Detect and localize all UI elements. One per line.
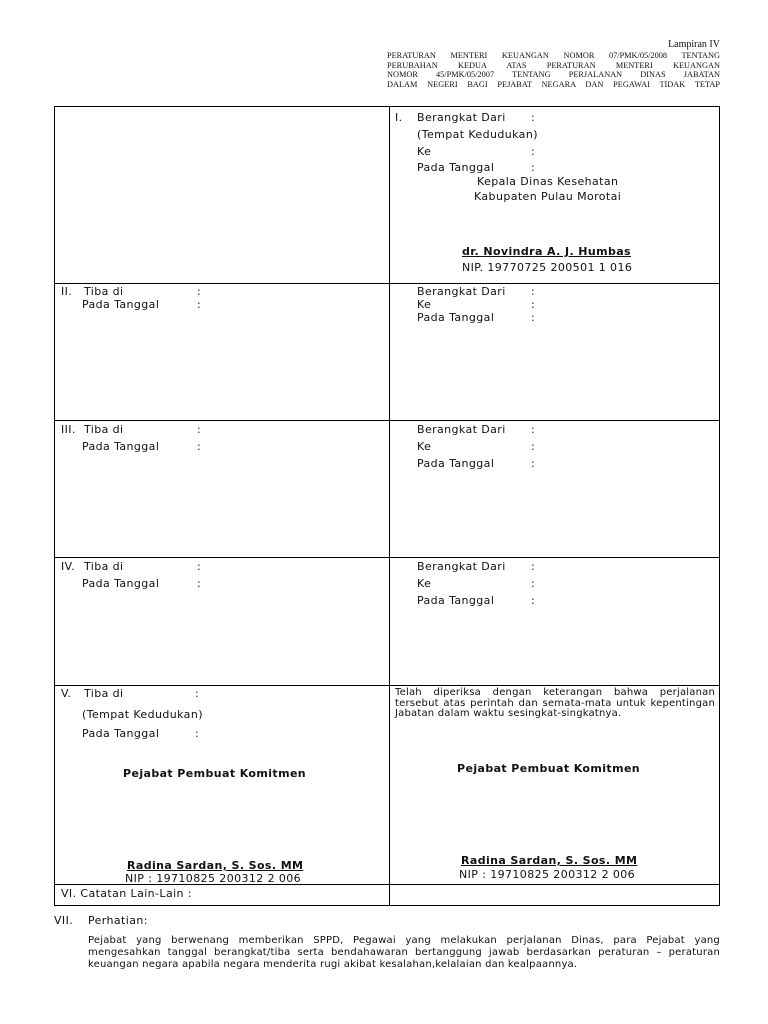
regulation-line: PERUBAHAN KEDUA ATAS PERATURAN MENTERI KEUANGAN: [387, 60, 720, 70]
row-divider: [55, 420, 719, 421]
section-i-berangkat-dari-label: Berangkat Dari: [417, 111, 506, 124]
section-iv-numeral: IV.: [61, 560, 76, 573]
section-iv-tiba-di-label: Tiba di: [84, 560, 124, 573]
colon: :: [531, 423, 536, 436]
regulation-line: PERATURAN MENTERI KEUANGAN NOMOR 07/PMK/05/2008 TENTANG: [387, 51, 720, 60]
section-iii-ke-label: Ke: [417, 440, 432, 453]
regulation-line: NOMOR 45/PMK/05/2007 TENTANG PERJALANAN DINAS JABATAN: [387, 70, 720, 80]
right-signatory-nip: NIP : 19710825 200312 2 006: [459, 868, 636, 881]
left-signatory-title: Pejabat Pembuat Komitmen: [123, 767, 307, 780]
regulation-title: [387, 51, 720, 89]
section-i-pada-tanggal-label: Pada Tanggal: [417, 161, 495, 174]
section-i-ke-label: Ke: [417, 145, 432, 158]
section-v-tiba-di-label: Tiba di: [84, 687, 124, 700]
colon: :: [197, 423, 202, 436]
official-title-line-1: Kepala Dinas Kesehatan: [477, 175, 619, 188]
section-iii-berangkat-dari-label: Berangkat Dari: [417, 423, 506, 436]
section-ii-pada-tanggal-right-label: Pada Tanggal: [417, 311, 495, 324]
right-signatory-name: Radina Sardan, S. Sos. MM: [461, 854, 638, 867]
colon: :: [531, 457, 536, 470]
section-iii-numeral: III.: [61, 423, 76, 436]
section-v-tempat-kedudukan: (Tempat Kedudukan): [82, 708, 203, 721]
section-i-tempat-kedudukan: (Tempat Kedudukan): [417, 128, 538, 141]
section-v-pada-tanggal-label: Pada Tanggal: [82, 727, 160, 740]
section-ii-pada-tanggal-label: Pada Tanggal: [82, 298, 160, 311]
section-vi-catatan-label: VI. Catatan Lain-Lain :: [61, 887, 192, 900]
colon: :: [531, 594, 536, 607]
colon: :: [531, 145, 536, 158]
perhatian-text: Pejabat yang berwenang memberikan SPPD, Pegawai yang melakukan perjalanan Dinas, para Pejabat yang mengesahkan tanggal berangkat/tiba serta bendahawaran bertanggung jawab berdasarkan peraturan – peraturan keuangan negara apabila negara menderita rugi akibat kesalahan,kelalaian dan kealpaannya.: [88, 935, 720, 970]
column-divider: [389, 107, 390, 905]
colon: :: [197, 440, 202, 453]
section-vii-numeral: VII.: [54, 914, 74, 927]
colon: :: [531, 311, 536, 324]
row-divider: [55, 283, 719, 284]
colon: :: [197, 298, 202, 311]
left-signatory-nip: NIP : 19710825 200312 2 006: [125, 872, 302, 885]
section-iv-berangkat-dari-label: Berangkat Dari: [417, 560, 506, 573]
section-i-numeral: I.: [395, 111, 403, 124]
section-ii-tiba-di-label: Tiba di: [84, 285, 124, 298]
colon: :: [531, 161, 536, 174]
lampiran-label: Lampiran IV: [668, 39, 720, 50]
official-title-line-2: Kabupaten Pulau Morotai: [474, 190, 622, 203]
colon: :: [197, 285, 202, 298]
colon: :: [531, 560, 536, 573]
regulation-line: DALAM NEGERI BAGI PEJABAT NEGARA DAN PEGAWAI TIDAK TETAP: [387, 79, 720, 89]
section-v-numeral: V.: [61, 687, 72, 700]
section-iv-ke-label: Ke: [417, 577, 432, 590]
section-iii-pada-tanggal-right-label: Pada Tanggal: [417, 457, 495, 470]
colon: :: [197, 560, 202, 573]
section-iii-tiba-di-label: Tiba di: [84, 423, 124, 436]
colon: :: [531, 577, 536, 590]
colon: :: [195, 687, 200, 700]
colon: :: [531, 440, 536, 453]
right-signatory-title: Pejabat Pembuat Komitmen: [457, 762, 641, 775]
colon: :: [531, 285, 536, 298]
sppd-form-table: [54, 106, 720, 906]
verification-statement: Telah diperiksa dengan keterangan bahwa perjalanan tersebut atas perintah dan semata-mata untuk kepentingan Jabatan dalam waktu sesingkat-singkatnya.: [395, 687, 715, 719]
official-nip: NIP. 19770725 200501 1 016: [462, 261, 633, 274]
row-divider: [55, 557, 719, 558]
colon: :: [195, 727, 200, 740]
colon: :: [531, 298, 536, 311]
section-vii-perhatian-label: Perhatian:: [88, 914, 148, 927]
colon: :: [531, 111, 536, 124]
section-ii-ke-label: Ke: [417, 298, 432, 311]
official-name: dr. Novindra A. J. Humbas: [462, 245, 631, 258]
section-ii-numeral: II.: [61, 285, 73, 298]
section-ii-berangkat-dari-label: Berangkat Dari: [417, 285, 506, 298]
colon: :: [197, 577, 202, 590]
section-iii-pada-tanggal-label: Pada Tanggal: [82, 440, 160, 453]
section-iv-pada-tanggal-label: Pada Tanggal: [82, 577, 160, 590]
section-iv-pada-tanggal-right-label: Pada Tanggal: [417, 594, 495, 607]
row-divider: [55, 685, 719, 686]
left-signatory-name: Radina Sardan, S. Sos. MM: [127, 859, 304, 872]
